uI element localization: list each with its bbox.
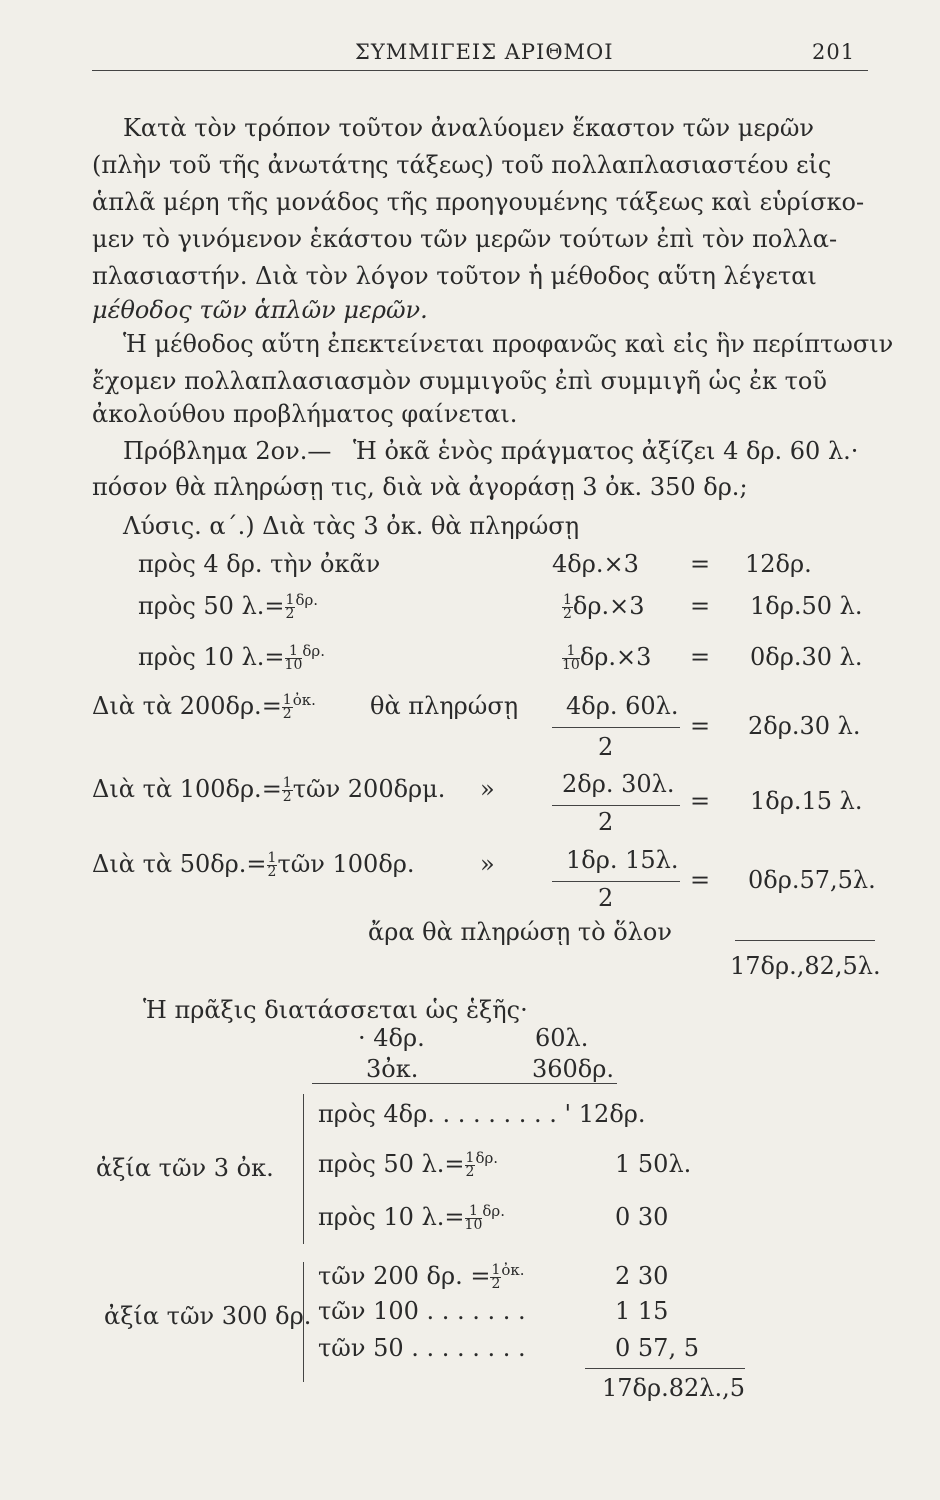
- row4-left-b: θὰ πληρώσῃ: [370, 692, 519, 720]
- total-value: 17δρ.,82,5λ.: [730, 952, 881, 980]
- row6-fraction-bar: [552, 881, 680, 882]
- row3-left: πρὸς 10 λ.= $\frac{1}{10}$ $^{\delta\rho.}$: [138, 642, 325, 673]
- g2-row3-value: 0 57, 5: [615, 1334, 699, 1362]
- g1-row1: πρὸς 4δρ. . . . . . . . . ' 12δρ.: [318, 1100, 646, 1128]
- group1-label: ἀξία τῶν 3 ὀκ.: [96, 1154, 274, 1182]
- arr-top-a: · 4δρ.: [358, 1024, 425, 1052]
- row5-fraction: $\frac{1}{2}$: [282, 775, 292, 805]
- g2-row2-value: 1 15: [615, 1297, 669, 1325]
- g1-row2-value: 1 50λ.: [615, 1150, 692, 1178]
- row4-fraction: $\frac{1}{2}$: [282, 692, 292, 722]
- g1-row2: πρὸς 50 λ.= $\frac{1}{2}$ $^{\delta\rho.}$: [318, 1149, 499, 1180]
- row4-left: Διὰ τὰ 200δρ.= $\frac{1}{2}$ $^{ὀ\kappa.}$: [92, 691, 316, 722]
- ext-line-3: ἀκολούθου προβλήματος φαίνεται.: [92, 400, 518, 428]
- row6-ditto: »: [480, 850, 495, 878]
- group2-label: ἀξία τῶν 300 δρ.: [104, 1302, 312, 1330]
- intro-line-3: ἁπλᾶ μέρη τῆς μονάδος τῆς προηγουμένης τάξεως καὶ εὑρίσκο-: [92, 188, 865, 216]
- row3-fraction: $\frac{1}{10}$: [284, 643, 303, 673]
- row2-eq: =: [690, 592, 711, 620]
- intro-line-1: Κατὰ τὸν τρόπον τοῦτον ἀναλύομεν ἕκαστον τῶν μερῶν: [123, 114, 815, 142]
- row3-mid: $\frac{1}{10}$ δρ.×3: [562, 643, 652, 673]
- ext-line-1: Ἡ μέθοδος αὕτη ἐπεκτείνεται προφανῶς καὶ εἰς ἣν περίπτωσιν: [123, 330, 894, 358]
- g2-row1-value: 2 30: [615, 1262, 669, 1290]
- ext-line-2: ἔχομεν πολλαπλασιασμὸν συμμιγοῦς ἐπὶ συμμιγῆ ὡς ἐκ τοῦ: [92, 367, 827, 395]
- row2-fraction: $\frac{1}{2}$: [285, 592, 295, 622]
- row4-eq: =: [690, 712, 711, 740]
- g2-row1-fraction: $\frac{1}{2}$: [491, 1262, 501, 1292]
- intro-line-2: (πλὴν τοῦ τῆς ἀνωτάτης τάξεως) τοῦ πολλαπλασιαστέου εἰς: [92, 151, 832, 179]
- row6-right: 0δρ.57,5λ.: [748, 866, 876, 894]
- row1-eq: =: [690, 550, 711, 578]
- row1-mid: 4δρ.×3: [552, 550, 639, 578]
- row2-mid-fraction: $\frac{1}{2}$: [563, 592, 572, 622]
- problem-text-1: Ἡ ὀκᾶ ἑνὸς πράγματος ἀξίζει 4 δρ. 60 λ.·: [353, 437, 859, 465]
- row2-right: 1δρ.50 λ.: [750, 592, 863, 620]
- row1-right: 12δρ.: [745, 550, 812, 578]
- row4-num: 4δρ. 60λ.: [566, 692, 679, 720]
- row5-fraction-bar: [552, 805, 680, 806]
- row5-num: 2δρ. 30λ.: [562, 770, 675, 798]
- intro-line-4: μεν τὸ γινόμενον ἑκάστου τῶν μερῶν τούτων ἐπὶ τὸν πολλα-: [92, 225, 838, 253]
- row2-left: πρὸς 50 λ.= $\frac{1}{2}$ $^{\delta\rho.}$: [138, 591, 319, 622]
- row6-fraction: $\frac{1}{2}$: [267, 850, 277, 880]
- total-rule: [735, 940, 875, 941]
- header-rule: [92, 70, 868, 71]
- grand-total: 17δρ.82λ.,5: [602, 1374, 746, 1402]
- g1-row3: πρὸς 10 λ.= $\frac{1}{10}$ $^{\delta\rho.}$: [318, 1202, 505, 1233]
- row3-mid-fraction: $\frac{1}{10}$: [562, 643, 580, 673]
- arr-top-d: 360δρ.: [532, 1055, 614, 1083]
- running-head: ΣΥΜΜΙΓΕΙΣ ΑΡΙΘΜΟΙ: [355, 40, 614, 64]
- row5-left: Διὰ τὰ 100δρ.= $\frac{1}{2}$ τῶν 200δρμ.: [92, 775, 446, 805]
- arrangement-heading: Ἡ πρᾶξις διατάσσεται ὡς ἑξῆς·: [143, 996, 528, 1024]
- g2-row2: τῶν 100 . . . . . . .: [318, 1297, 526, 1325]
- row2-mid: $\frac{1}{2}$ δρ.×3: [563, 592, 645, 622]
- arr-top-b: 60λ.: [535, 1024, 589, 1052]
- row6-left: Διὰ τὰ 50δρ.= $\frac{1}{2}$ τῶν 100δρ.: [92, 850, 415, 880]
- g1-row2-fraction: $\frac{1}{2}$: [465, 1150, 475, 1180]
- intro-line-5: πλασιαστήν. Διὰ τὸν λόγον τοῦτον ἡ μέθοδος αὕτη λέγεται: [92, 262, 817, 290]
- row3-right: 0δρ.30 λ.: [750, 643, 863, 671]
- page-number: 201: [812, 40, 856, 64]
- total-label: ἄρα θὰ πληρώσῃ τὸ ὅλον: [368, 918, 672, 946]
- row2-left-text: πρὸς 50 λ.=: [138, 592, 285, 620]
- row4-den: 2: [598, 733, 614, 761]
- method-name: μέθοδος τῶν ἁπλῶν μερῶν.: [92, 296, 428, 324]
- grand-total-rule: [585, 1368, 745, 1369]
- row5-den: 2: [598, 808, 614, 836]
- row6-den: 2: [598, 884, 614, 912]
- g1-row3-value: 0 30: [615, 1203, 669, 1231]
- problem-label: Πρόβλημα 2ον.—: [123, 437, 332, 465]
- g2-row3: τῶν 50 . . . . . . . .: [318, 1334, 526, 1362]
- row5-right: 1δρ.15 λ.: [750, 787, 863, 815]
- row4-right: 2δρ.30 λ.: [748, 712, 861, 740]
- row5-ditto: »: [480, 775, 495, 803]
- row3-eq: =: [690, 643, 711, 671]
- row4-fraction-bar: [552, 727, 680, 728]
- g1-row3-fraction: $\frac{1}{10}$: [464, 1203, 483, 1233]
- group1-brace: [303, 1094, 304, 1244]
- arr-top-c: 3ὀκ.: [366, 1055, 419, 1083]
- solution-heading: Λύσις. α΄.) Διὰ τὰς 3 ὀκ. θὰ πληρώσῃ: [123, 512, 580, 540]
- row1-left: πρὸς 4 δρ. τὴν ὀκᾶν: [138, 550, 381, 578]
- row6-num: 1δρ. 15λ.: [566, 846, 679, 874]
- arr-top-rule: [312, 1083, 617, 1084]
- problem-text-2: πόσον θὰ πληρώσῃ τις, διὰ νὰ ἀγοράσῃ 3 ὀκ. 350 δρ.;: [92, 473, 748, 501]
- g2-row1: τῶν 200 δρ. = $\frac{1}{2}$ $^{ὀ\kappa.}$: [318, 1261, 525, 1292]
- row6-eq: =: [690, 866, 711, 894]
- row5-eq: =: [690, 787, 711, 815]
